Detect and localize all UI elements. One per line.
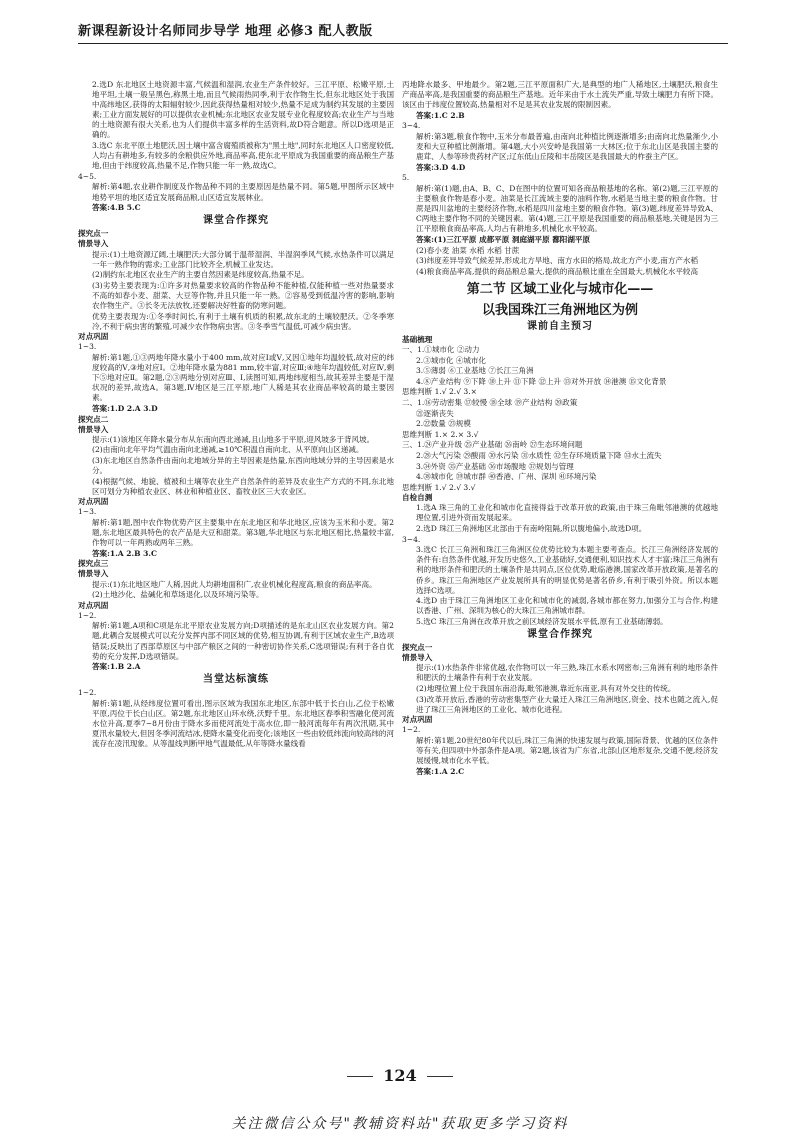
hint-paragraph: (2)由南向北年平均气温由南向北递减,≥10℃积温自南向北、从平原向山区递减。 (92, 445, 364, 455)
section-heading: 课堂合作探究 (203, 215, 269, 227)
answer-3: 3.选C 东北平原土地肥沃,因土壤中富含腐殖质被称为"黑土地",同时东北地区人口密度较低,人均占有耕地多,有较多的余粮供应外地,商品率高,使东北平原成为我国重要的商品粮生产基地,但由于纬度较高,热量不足,作物只能一年一熟,故选C。 (92, 141, 394, 171)
page-number: 124 (383, 1066, 417, 1085)
hint-paragraph: (2)地理位置上位于我国东南沿海,毗邻港澳,靠近东南亚,具有对外交往的传统。 (416, 683, 676, 693)
fill-in-line: 2.③城市化 ④城市化 (416, 355, 486, 365)
footer-note: 关注微信公众号"教辅资料站"获取更多学习资料 (231, 1116, 569, 1132)
analysis-paragraph: 解析:第1题,A项和C项是东北平原农业发展方向;D项描述的是东北山区农业发展方向。第2题,此耦合发展模式可以充分发挥内部不同区域的优势,相互协调,有利于区域农业生产,B选项错误;反映出了西部草原区与中部产粮区之间的一种密切协作关系,C选项错误;有利于各自优势的充分发挥,D选项错误。 (92, 621, 394, 661)
right-column (402, 80, 718, 1052)
answer-2: 2.选D 珠江三角洲地区北部由于有南岭阻隔,所以腹地偏小,故选D项。 (416, 524, 647, 534)
answer-line: (2)春小麦 油菜 水稻 水稻 甘蔗 (416, 245, 520, 255)
hint-paragraph: 优势主要表现为:①冬季时间长,有利于土壤有机质的积累,故东北的土壤较肥沃。②冬季寒冷,不利于病虫害的繁殖,可减少农作物病虫害。③冬季雪气温低,可减少病虫害。 (92, 311, 394, 331)
header-rule (78, 43, 728, 44)
analysis-paragraph: 解析:第4题,农业耕作制度及作物品种不同的主要原因是热量不同。第5题,甲图所示区域中地势平坦的地区适宜发展商品粮,山区适宜发展林业。 (92, 182, 394, 202)
chapter-title: 第二节 区域工业化与城市化—— (466, 281, 654, 297)
exploration-heading: 探究点三 (78, 559, 109, 569)
hint-paragraph: 提示:(1)该地区年降水量分布从东南向西北递减,且山地多于平原,迎风坡多于背风坡。 (92, 434, 375, 444)
exploration-heading: 探究点一 (78, 229, 109, 239)
judgment-line: 思维判断 1.√ 2.√ 3.√ (402, 482, 476, 492)
fill-in-line: 3.㉞外资 ㉟产业基础 ㊱市场腹地 ㊲规划与管理 (416, 461, 574, 471)
question-range: 3~4. (402, 121, 421, 131)
practice-heading: 对点巩固 (78, 600, 109, 610)
question-range: 1~2. (78, 610, 97, 620)
fill-in-line: 4.⑧产业结构 ⑨下降 ⑩上升 ⑪下降 ⑫上升 ⑬对外开放 ⑭港澳 ⑮文化背景 (416, 376, 667, 386)
analysis-paragraph: 解析:第1题,①③两地年降水量小于400 mm,故对应Ⅰ或Ⅴ,又因①地年均温较低,故对应的纬度较高的Ⅴ,③地对应Ⅰ。②地年降水量为881 mm,较丰富,对应Ⅲ;④地年均温较低,对应Ⅳ,剩下⑤地对应Ⅱ。第2题,②③两地分别对应Ⅲ、Ⅰ,读图可知,两地纬度相当,故其差异主要是干湿状况的差异,故选A。第3题,Ⅳ地区是三江平原,地广人稀是其农业商品率较高的最主要因素。 (92, 352, 394, 403)
fill-in-line: 4.㊳城市化 ㊴城市群 ㊵香港、广州、深圳 ㊶环境污染 (416, 472, 597, 482)
answer-key: 答案:1.A 2.C (416, 766, 465, 776)
answer-line: (3)纬度差异导致气候差异,形成北方旱地、南方水田的格局,故北方产小麦,南方产水稻 (416, 256, 699, 266)
page-number-block (0, 1066, 800, 1085)
practice-heading: 对点巩固 (402, 715, 433, 725)
answer-line: (4)粮食商品率高,提供的商品粮总量大,提供的商品粮比重在全国最大,机械化水平较高 (416, 266, 699, 276)
question-range: 3~4. (402, 534, 421, 544)
answer-4: 4.选D 由于珠江三角洲地区工业化和城市化的减弱,各城市都在努力,加强分工与合作,构建以香港、广州、深圳为核心的大珠江三角洲城市群。 (416, 596, 718, 616)
hint-paragraph: (3)劣势主要表现为:①许多对热量要求较高的作物品种不能种植,仅能种植一些对热量要求不高的如春小麦、甜菜、大豆等作物,并且只能一年一熟。②容易受到低温冷害的影响,影响农作物生产。③长冬无法放牧,还要解决好牲畜的防寒问题。 (92, 280, 394, 310)
chapter-subtitle: 以我国珠江三角洲地区为例 (481, 302, 638, 318)
fill-in-line: 2.㉒数量 ㉓规模 (416, 419, 471, 429)
analysis-paragraph: 丙地降水最多、甲地最少。第2题,三江平原面积广大,是典型的地广人稀地区,土壤肥沃,粮食生产商品率高,是我国重要的商品粮生产基地。近年来由于水土流失严重,导致土壤肥力有所下降。该区由于纬度位置较高,热量相对不足是其农业发展的限制因素。 (402, 80, 718, 110)
fill-in-line: 3.⑤薄弱 ⑥工业基地 ⑦长江三角洲 (416, 366, 534, 376)
scenario-heading: 情景导入 (78, 239, 109, 249)
hint-paragraph: 提示:(1)东北地区地广人稀,因此人均耕地面积广,农业机械化程度高,粮食的商品率高。 (92, 579, 377, 589)
exploration-heading: 探究点二 (78, 414, 109, 424)
analysis-paragraph: 解析:第1题,从经纬度位置可看出,图示区域为我国东北地区,东部中低于长白山,乙位于松嫩平原,丙位于长白山区。第2题,东北地区山环水绕,沃野千里。东北地区春季积雪融化使河流水位升高,夏季7~8月份由于降水多而使河流处于高水位,即一般河流每年有两次汛期,其中夏汛水量较大,但因冬季河流结冰,使降水量变化而变化;该地区一些由较低纬流向较高纬的河流存在凌汛现象。从等温线判断甲地气温最低,从年等降水量线看 (92, 699, 394, 749)
answer-5: 5.选C 珠江三角洲在改革开放之前区域经济发展水平低,原有工业基础薄弱。 (416, 616, 668, 626)
page-number-dash (347, 1076, 373, 1077)
exploration-heading: 探究点一 (402, 643, 433, 653)
analysis-paragraph: 解析:第3题,粮食作物中,玉米分布最普遍,由南向北种植比例逐渐增多;由南向北热量渐少,小麦和大豆种植比例渐增。第4题,大小兴安岭是我国第一大林区;位于东北山区是我国主要的鹿茸、人参等珍贵药材产区;辽东低山丘陵和丰岳陵区是我国最大的柞蚕主产区。 (416, 131, 718, 162)
fill-in-line: 三、1.㉔产业升级 ㉕产业基础 ㉖南岭 ㉗生态环境问题 (402, 440, 583, 450)
judgment-line: 思维判断 1.× 2.× 3.√ (402, 429, 479, 439)
answer-2: 2.选D 东北地区土地资源丰富,气候温和湿润,农业生产条件较好。三江平原、松嫩平原,土地平坦,土壤一般呈黑色,称黑土地,而且气候雨热同季,利于农作物生长,但东北地区处于我国中高纬地区,获得的太阳辐射较少,因此获得热量相对较少,热量不足成为制约其发展的主要因素;工业方面发展好的可以提供农业机械;东北地区农业发展专业化程度较高;农业生产与当地的土地资源有很大关系,也为人们提供丰富多样的生活资料,故D符合题意。所以D选项是正确的。 (92, 80, 394, 140)
question-range: 1~3. (78, 342, 97, 352)
left-column (78, 80, 394, 1052)
fill-in-line: 一、1.①城市化 ②动力 (402, 344, 480, 354)
question-range: 5. (402, 173, 410, 183)
practice-heading: 对点巩固 (78, 497, 109, 507)
answer-key: 答案:1.B 2.A (92, 662, 141, 672)
section-heading: 当堂达标演练 (203, 674, 269, 686)
hint-paragraph: 提示:(1)水热条件非常优越,农作物可以一年三熟,珠江水系水网密布;三角洲有利的地形条件和肥沃的土壤条件有利于农业发展。 (416, 663, 718, 683)
hint-paragraph: 提示:(1)土地资源辽阔,土壤肥沃;大部分属于温带湿润、半湿润季风气候,水热条件可以满足一年一熟作物的需求;工业部门比较齐全,机械工业发达。 (92, 249, 394, 269)
question-range: 1~2. (402, 725, 421, 735)
practice-heading: 对点巩固 (78, 332, 109, 342)
hint-paragraph: (2)土地沙化、盐碱化和草场退化,以及环境污染等。 (92, 590, 264, 600)
hint-paragraph: (4)根据气候、地貌、植被和土壤等农业生产自然条件的差异及农业生产方式的不同,东北地区可划分为种植农业区、林业和种植业区、畜牧业区三大农业区。 (92, 476, 394, 496)
running-header: 新课程新设计名师同步导学 地理 必修3 配人教版 (78, 24, 373, 39)
hint-paragraph: (3)改革开放后,香港的劳动密集型产业大量迁入珠江三角洲地区,资金、技术也随之流入,促进了珠江三角洲地区的工业化、城市化进程。 (416, 694, 718, 714)
hint-paragraph: (2)制约东北地区农业生产的主要自然因素是纬度较高,热量不足。 (92, 270, 309, 280)
basics-heading: 基础梳理 (402, 334, 433, 344)
answer-3: 3.选C 长江三角洲和珠江三角洲区位优势比较为本题主要考查点。长江三角洲经济发展的条件有:自然条件优越,开发历史悠久,工业基础好,交通便利,知识技术人才丰富;珠江三角洲有利的地形条件和肥沃的土壤条件是共同点,区位优势,毗临港澳,国家改革开放政策,是著名的侨乡。珠江三角洲地区产业发展所具有的明显优势是著名侨乡,有利于吸引外资。所以本题选择C选项。 (416, 545, 718, 595)
fill-in-line: 2.㉘大气污染 ㉙酸雨 ㉚水污染 ㉛水质性 ㉜生存环境质量下降 ㉝水土流失 (416, 450, 662, 460)
self-check-heading: 自检自测 (402, 493, 433, 503)
hint-paragraph: (3)东北地区自然条件由南向北地域分异的主导因素是热量,东西向地域分异的主导因素是水分。 (92, 455, 394, 475)
scenario-heading: 情景导入 (402, 653, 433, 663)
scenario-heading: 情景导入 (78, 424, 109, 434)
analysis-paragraph: 解析:第1题,图中农作物优势产区主要集中在东北地区和华北地区,应该为玉米和小麦。第2题,东北地区最具特色的农产品是大豆和甜菜。第3题,华北地区与东北地区相比,热量较丰富,作物可以一年两熟或两年三熟。 (92, 517, 394, 548)
judgment-line: 思维判断 1.√ 2.√ 3.× (402, 387, 477, 397)
section-heading: 课前自主预习 (527, 320, 593, 332)
scenario-heading: 情景导入 (78, 569, 109, 579)
answer-key: 答案:1.A 2.B 3.C (92, 548, 158, 558)
section-heading: 课堂合作探究 (527, 629, 593, 640)
question-range: 1~2. (78, 688, 97, 698)
answer-1: 1.选A 珠三角的工业化和城市化直接得益于改革开放的政策,由于珠三角毗邻港澳的优越地理位置,引进外资而发展起来。 (416, 503, 718, 523)
answer-key: 答案:1.D 2.A 3.D (92, 403, 158, 413)
answer-key: 答案:1.C 2.B (416, 110, 465, 120)
question-range: 4~5. (78, 171, 97, 181)
analysis-paragraph: 解析:第(1)题,由A、B、C、D在图中的位置可知各商品粮基地的名称。第(2)题,三江平原的主要粮食作物是春小麦。油菜是长江流域主要的油料作物,水稻是当地主要的粮食作物。甘蔗是四川盆地的主要经济作物,水稻是四川盆地主要的粮食作物。第(3)题,纬度差异导致A、C两地主要作物不同的关键因素。第(4)题,三江平原是我国重要的商品粮基地,关键是因为三江平原粮食商品率高,人均占有耕地多,机械化水平较高。 (416, 183, 718, 234)
answer-key: 答案:4.B 5.C (92, 203, 141, 213)
answer-key: 答案:3.D 4.D (416, 162, 466, 172)
question-range: 1~3. (78, 507, 97, 517)
fill-in-line: ㉑逐渐丧失 (416, 408, 454, 418)
page-number-dash (427, 1076, 453, 1077)
answer-key: 答案:(1)三江平原 成都平原 洞庭湖平原 鄱阳湖平原 (416, 234, 590, 244)
fill-in-line: 二、1.⑯劳动密集 ⑰较慢 ⑱全球 ⑲产业结构 ⑳政策 (402, 397, 578, 407)
analysis-paragraph: 解析:第1题,20世纪80年代以后,珠江三角洲的快速发展与政策,国际背景、优越的区位条件等有关,但四项中外部条件是A项。第2题,该省为广东省,北部山区地形复杂,交通不便,经济发展缓慢,城市化水平低。 (416, 735, 718, 766)
